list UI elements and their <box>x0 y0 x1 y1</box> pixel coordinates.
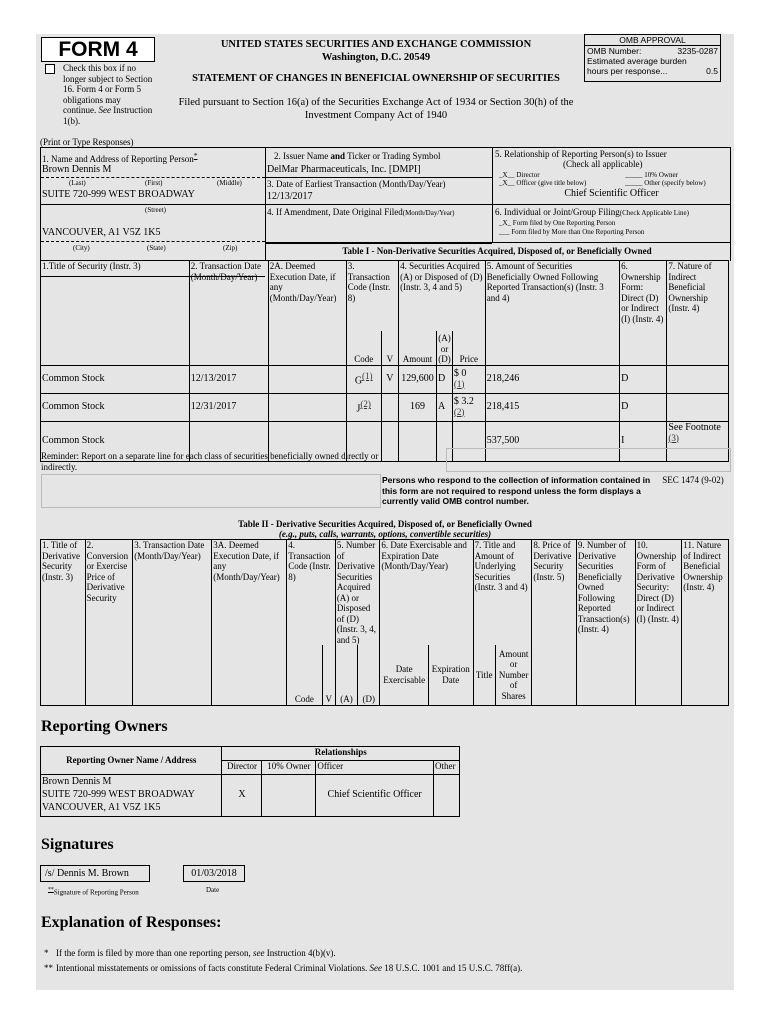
t2-sub-title: Title <box>473 645 495 705</box>
t1-col-form: 6. Ownership Form: Direct (D) or Indirect (I) (Instr. 4) <box>620 261 667 366</box>
owner-name-header: Reporting Owner Name / Address <box>41 747 222 775</box>
t1-col-deemed: 2A. Deemed Execution Date, if any (Month/Day/Year) <box>268 261 346 366</box>
officer-option: _X__ Officer (give title below) <box>499 179 587 187</box>
footnote-link[interactable]: (1) <box>453 378 465 389</box>
footnote-link[interactable]: (3) <box>668 432 679 443</box>
t1-row2-date: 12/31/2017 <box>189 393 268 421</box>
t1-row2-price: $ 3.2 (2) <box>452 393 485 421</box>
date-label: Date <box>206 886 220 894</box>
issuer-block <box>265 147 492 244</box>
omb-approval-box <box>584 34 721 82</box>
t1-sub-aord: (A) or (D) <box>438 333 451 364</box>
t1-row3-nature: See Footnote (3) <box>667 421 729 461</box>
t1-row1-code: G$^{(1)}$ <box>346 365 381 393</box>
officer-header: Officer <box>316 761 434 775</box>
explanation-note-2: ** Intentional misstatements or omissions of facts constitute Federal Criminal Violations. See 18 U.S.C. 1001 and 15 U.S.C. 78ff(a). <box>44 963 523 973</box>
t1-row1-v: V <box>381 365 398 393</box>
statement-title: STATEMENT OF CHANGES IN BENEFICIAL OWNERSHIP OF SECURITIES <box>192 73 560 84</box>
t2-col-nature: 11. Nature of Indirect Beneficial Ownership (Instr. 4) <box>682 540 729 706</box>
omb-burden-label: Estimated average burden <box>587 56 687 66</box>
t1-row3-amount <box>399 421 437 461</box>
table2 <box>40 539 729 706</box>
filing-type-block <box>492 204 731 243</box>
checkbox-note: Check this box if no longer subject to Section 16. Form 4 or Form 5 obligations may continue. See Instruction 1(b). <box>63 63 153 126</box>
t1-col-date: 2. Transaction Date (Month/Day/Year) <box>189 261 268 366</box>
t2-col-code: 4. Transaction Code (Instr. 8) <box>287 540 336 646</box>
filing-label: 6. Individual or Joint/Group Filing(Check Applicable Line) <box>495 207 689 217</box>
filed-pursuant-line2: Investment Company Act of 1940 <box>304 110 448 121</box>
explanation-heading: Explanation of Responses: <box>41 914 222 931</box>
explanation-note-1: * If the form is filed by more than one reporting person, see Instruction 4(b)(v). <box>44 948 336 958</box>
footnote-link[interactable]: (1) <box>362 371 373 382</box>
zip-label: (Zip) <box>223 244 238 252</box>
relationship-label: 5. Relationship of Reporting Person(s) to Issuer <box>495 149 667 159</box>
t1-sub-price: Price <box>452 331 485 365</box>
owner-other <box>433 775 459 817</box>
sec-number: SEC 1474 (9-02) <box>662 475 724 485</box>
earliest-date-value: 12/13/2017 <box>267 191 313 202</box>
t2-col-underlying: 7. Title and Amount of Underlying Securities (Instr. 3 and 4) <box>473 540 532 646</box>
t1-row1-date: 12/13/2017 <box>189 365 268 393</box>
t1-row2-title: Common Stock <box>41 393 190 421</box>
omb-title: OMB APPROVAL <box>585 35 720 46</box>
reporting-person-block <box>40 147 265 277</box>
t1-row2-owned: 218,415 <box>485 393 619 421</box>
middle-label: (Middle) <box>217 179 242 187</box>
omb-hours-row: hours per response... 0.5 <box>587 66 718 76</box>
t1-row2-amount: 169 <box>399 393 437 421</box>
last-label: (Last) <box>69 179 86 187</box>
omb-notice: Persons who respond to the collection of information contained in this form are not required to respond unless the form displays a currently valid OMB control number. <box>382 475 651 506</box>
form4-page <box>36 34 734 990</box>
filing-option-multiple: ___ Form filed by More than One Reporting Person <box>499 228 645 236</box>
filed-pursuant-line1: Filed pursuant to Section 16(a) of the Securities Exchange Act of 1934 or Section 30(h) of the <box>178 97 574 108</box>
owner-director: X <box>222 775 262 817</box>
table1-row <box>41 393 729 421</box>
t2-col-form: 10. Ownership Form of Derivative Security: Direct (D) or Indirect (I) (Instr. 4) <box>635 540 682 706</box>
print-note: (Print or Type Responses) <box>40 137 134 147</box>
owner-officer: Chief Scientific Officer <box>316 775 434 817</box>
footnote-link[interactable]: (2) <box>453 406 465 417</box>
t2-col-conversion: 2. Conversion or Exercise Price of Derivative Security <box>85 540 133 706</box>
footnote-link[interactable]: (2) <box>360 399 371 410</box>
t2-sub-a: (A) <box>335 645 357 705</box>
reporting-owners-heading: Reporting Owners <box>41 718 168 735</box>
t1-col-code: 3. Transaction Code (Instr. 8) <box>346 261 398 332</box>
t1-row1-amount: 129,600 <box>399 365 437 393</box>
t1-row1-nature <box>667 365 729 393</box>
reporting-owners-table <box>40 746 460 817</box>
owner-row <box>41 775 460 817</box>
agency-name: UNITED STATES SECURITIES AND EXCHANGE COMMISSION <box>220 39 532 50</box>
t2-col-title: 1. Title of Derivative Security (Instr. 3) <box>41 540 86 706</box>
t2-col-number: 5. Number of Derivative Securities Acquired (A) or Disposed of (D) (Instr. 3, 4, and 5) <box>335 540 380 646</box>
t2-col-date: 3. Transaction Date (Month/Day/Year) <box>133 540 212 706</box>
street-label: (Street) <box>145 206 166 214</box>
signature-label: **Signature of Reporting Person <box>48 887 139 897</box>
agency-address: Washington, D.C. 20549 <box>321 52 431 63</box>
issuer-label: 2. Issuer Name and Ticker or Trading Symbol <box>274 151 441 161</box>
signature-value: /s/ Dennis M. Brown <box>40 865 150 882</box>
table1-header-row <box>41 261 729 332</box>
table1-title: Table I - Non-Derivative Securities Acquired, Disposed of, or Beneficially Owned <box>342 246 652 256</box>
reporting-person-name: Brown Dennis M <box>42 164 112 175</box>
reminder-blank-box <box>41 474 381 508</box>
reminder-text: Reminder: Report on a separate line for each class of securities beneficially owned directly or indirectly. <box>41 451 379 472</box>
t2-col-exercisable: 6. Date Exercisable and Expiration Date (Month/Day/Year) <box>380 540 473 646</box>
t2-col-deemed: 3A. Deemed Execution Date, if any (Month/Day/Year) <box>212 540 287 706</box>
reporting-person-street: SUITE 720-999 WEST BROADWAY <box>42 189 195 200</box>
t2-sub-date-exercisable: Date Exercisable <box>380 645 429 705</box>
reporting-person-city: VANCOUVER, A1 V5Z 1K5 <box>42 227 161 238</box>
t2-sub-v: V <box>322 645 335 705</box>
t1-row1-deemed <box>268 365 346 393</box>
t1-row2-v <box>381 393 398 421</box>
signatures-heading: Signatures <box>41 836 114 853</box>
officer-title: Chief Scientific Officer <box>564 188 659 199</box>
relationships-header: Relationships <box>222 747 460 761</box>
t1-sub-code: Code <box>346 331 381 365</box>
t1-row2-form: D <box>620 393 667 421</box>
t1-row2-aord: A <box>437 393 453 421</box>
t1-col-acquired: 4. Securities Acquired (A) or Disposed of (D) (Instr. 3, 4 and 5) <box>399 261 486 332</box>
signature-date: 01/03/2018 <box>183 865 245 882</box>
no-longer-subject-checkbox[interactable] <box>45 64 55 74</box>
reporting-person-label: 1. Name and Address of Reporting Person* <box>42 151 198 164</box>
t2-sub-amount: Amount or Number of Shares <box>495 645 531 705</box>
t1-row2-deemed <box>268 393 346 421</box>
owners-header-row <box>41 747 460 761</box>
table2-subtitle: (e.g., puts, calls, warrants, options, convertible securities) <box>278 529 492 539</box>
t1-col-owned: 5. Amount of Securities Beneficially Owned Following Reported Transaction(s) (Instr. 3 and 4) <box>485 261 619 366</box>
reminder-right-box <box>446 448 731 472</box>
t1-row1-price: $ 0 (1) <box>452 365 485 393</box>
table2-header-row <box>41 540 729 646</box>
filing-option-one: _X_ Form filed by One Reporting Person <box>499 219 616 227</box>
owner-ten-percent <box>262 775 316 817</box>
relationship-block <box>492 147 731 205</box>
t1-sub-amount: Amount <box>399 331 437 365</box>
t1-col-nature: 7. Nature of Indirect Beneficial Ownership (Instr. 4) <box>667 261 729 366</box>
table1-row <box>41 365 729 393</box>
t1-col-title: 1.Title of Security (Instr. 3) <box>41 261 190 366</box>
owner-name-address: Brown Dennis M SUITE 720-999 WEST BROADWAY VANCOUVER, A1 V5Z 1K5 <box>41 775 222 817</box>
t1-row1-aord: D <box>437 365 453 393</box>
t1-row1-form: D <box>620 365 667 393</box>
t2-sub-d: (D) <box>358 645 380 705</box>
amendment-label: 4. If Amendment, Date Original Filed(Month/Day/Year) <box>267 207 455 217</box>
state-label: (State) <box>147 244 166 252</box>
t1-row3-title: Common Stock <box>41 421 190 461</box>
omb-number-row: OMB Number: 3235-0287 <box>587 46 718 56</box>
table2-title: Table II - Derivative Securities Acquired, Disposed of, or Beneficially Owned <box>238 519 532 529</box>
ten-percent-header: 10% Owner <box>262 761 316 775</box>
t1-row3-form: I <box>620 421 667 461</box>
t2-col-price: 8. Price of Derivative Security (Instr. 5) <box>532 540 577 706</box>
table1 <box>40 260 729 462</box>
other-header: Other <box>433 761 459 775</box>
director-header: Director <box>222 761 262 775</box>
earliest-date-label: 3. Date of Earliest Transaction (Month/Day/Year) <box>267 179 446 189</box>
first-label: (First) <box>145 179 163 187</box>
t2-sub-code: Code <box>287 645 322 705</box>
t1-sub-v: V <box>381 331 398 365</box>
t1-row2-nature <box>667 393 729 421</box>
director-option: _X__ Director <box>499 171 540 179</box>
relationship-sub: (Check all applicable) <box>563 159 643 169</box>
t1-row1-owned: 218,246 <box>485 365 619 393</box>
city-label: (City) <box>73 244 90 252</box>
t1-row1-title: Common Stock <box>41 365 190 393</box>
t1-row3-owned: 537,500 <box>485 421 619 461</box>
t2-col-owned: 9. Number of Derivative Securities Beneficially Owned Following Reported Transaction(s) (Instr. 4) <box>576 540 635 706</box>
other-option: _____ Other (specify below) <box>625 179 706 187</box>
form-title: FORM 4 <box>41 37 155 62</box>
t2-sub-expiration: Expiration Date <box>429 645 474 705</box>
t1-row2-code: J$^{(2)}$ <box>346 393 381 421</box>
issuer-name: DelMar Pharmaceuticals, Inc. [DMPI] <box>267 164 421 175</box>
ten-percent-option: _____ 10% Owner <box>625 171 678 179</box>
